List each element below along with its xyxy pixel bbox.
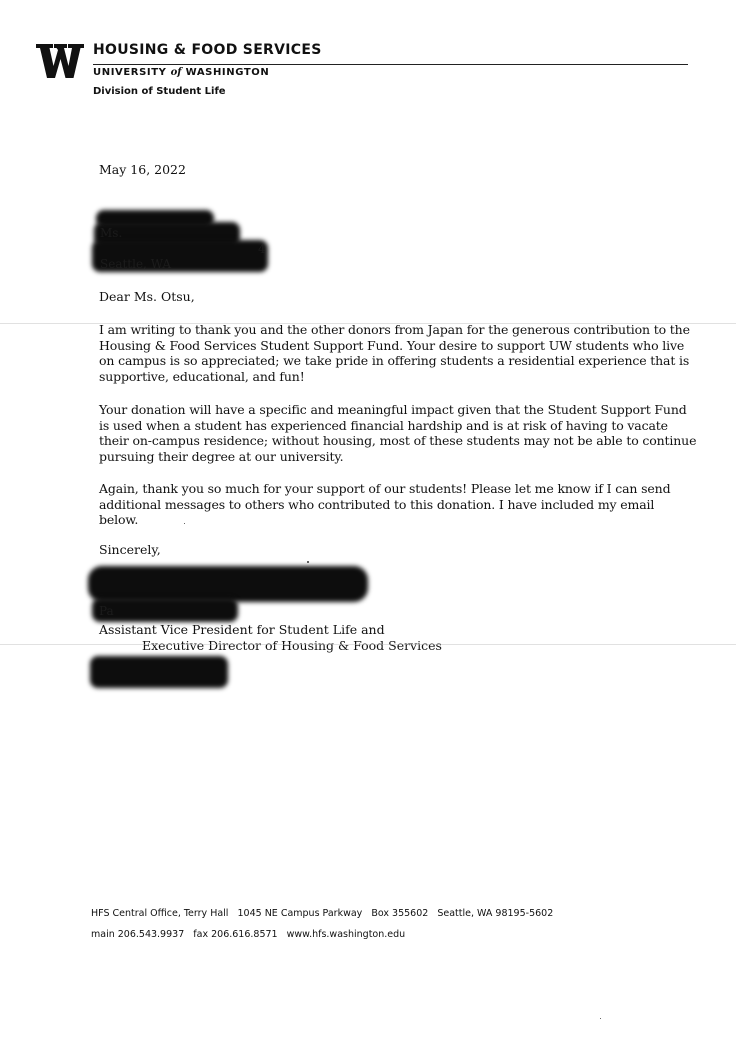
letterhead: [36, 40, 688, 100]
paragraph-line: below.: [99, 512, 139, 527]
footer-contact: main 206.543.9937 fax 206.616.8571 www.hfs.washington.edu: [91, 929, 406, 940]
redacted-email: [90, 656, 228, 688]
university-suffix: WASHINGTON: [185, 67, 270, 78]
signer-title-line-1: Assistant Vice President for Student Life and: [99, 622, 385, 637]
university-name: [93, 67, 269, 78]
paragraph-line: Housing & Food Services Student Support Fund. Your desire to support UW students who live: [99, 337, 685, 353]
paragraph-line: pursuing their degree at our university.: [99, 448, 344, 464]
body-paragraph-2: [99, 402, 697, 464]
redaction-bar: [88, 566, 368, 602]
closing: Sincerely,: [99, 542, 161, 557]
paragraph-line: additional messages to others who contributed to this donation. I have included my email: [99, 496, 655, 512]
body-paragraph-1: [99, 322, 690, 384]
footer-address: HFS Central Office, Terry Hall 1045 NE Campus Parkway Box 355602 Seattle, WA 98195-5602: [91, 908, 554, 919]
redacted-fragment: Ms.: [100, 226, 123, 240]
paragraph-line: on campus is so appreciated; we take pride in offering students a residential experience that is: [99, 353, 690, 368]
scan-artifact-line: [0, 644, 736, 645]
university-prefix: UNIVERSITY: [93, 67, 167, 78]
university-of: of: [170, 67, 182, 78]
scan-speck: [600, 1018, 601, 1019]
redaction-bar: [92, 598, 238, 622]
redacted-fragment: 4: [258, 242, 266, 256]
paragraph-line: is used when a student has experienced financial hardship and is at risk of having to vacate: [99, 417, 668, 433]
paragraph-line: their on-campus residence; without housing, most of these students may not be able to continue: [99, 433, 697, 448]
paragraph-line: I am writing to thank you and the other donors from Japan for the generous contribution to the: [99, 322, 690, 337]
letterhead-rule: [93, 64, 688, 65]
scan-artifact-line: [0, 323, 736, 324]
signer-title-line-2: Executive Director of Housing & Food Services: [142, 638, 442, 653]
redacted-fragment: Seattle, WA: [100, 257, 172, 271]
uw-w-logo-icon: [36, 44, 84, 78]
scan-speck: [307, 561, 309, 563]
letter-date: May 16, 2022: [99, 162, 186, 177]
paragraph-line: supportive, educational, and fun!: [99, 368, 305, 384]
body-paragraph-3: [99, 481, 671, 528]
redacted-fragment: Pa: [99, 604, 114, 618]
salutation: Dear Ms. Otsu,: [99, 289, 195, 304]
scan-speck: [184, 523, 185, 524]
division-name: Division of Student Life: [93, 86, 226, 97]
org-title: HOUSING & FOOD SERVICES: [93, 42, 322, 58]
paragraph-line: Your donation will have a specific and meaningful impact given that the Student Support Fund: [99, 402, 687, 417]
paragraph-line: Again, thank you so much for your support of our students! Please let me know if I can send: [99, 481, 671, 496]
